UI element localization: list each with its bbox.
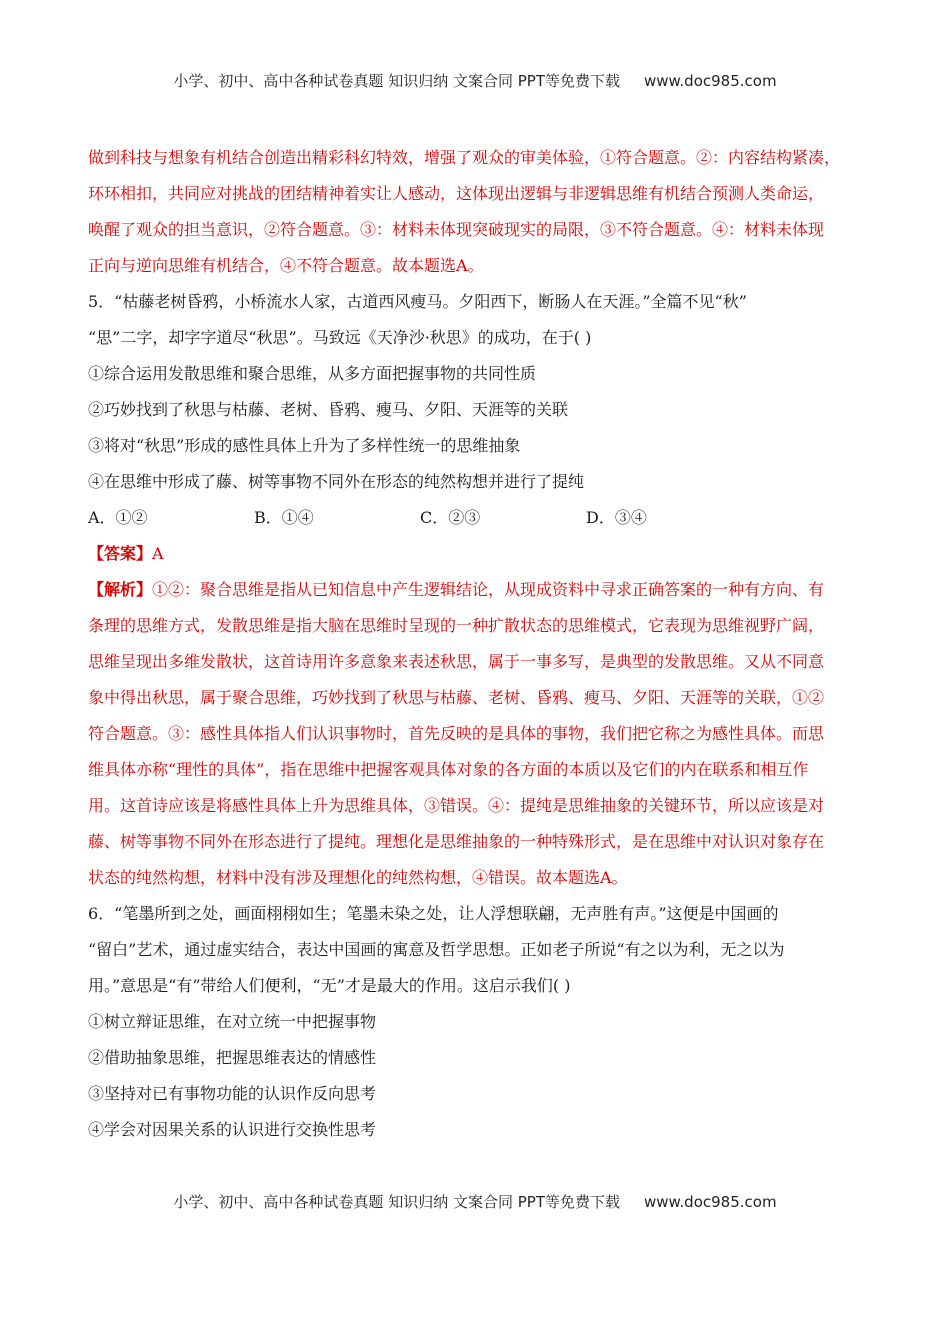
q5-option-c: C．②③	[420, 508, 481, 527]
page-footer	[0, 1191, 950, 1212]
q5-analysis-line: 状态的纯然构想，材料中没有涉及理想化的纯然构想，④错误。故本题选A。	[88, 868, 628, 887]
prev-analysis-line: 环环相扣，共同应对挑战的团结精神着实让人感动，这体现出逻辑与非逻辑思维有机结合预测人类命运，	[88, 184, 825, 203]
analysis-text: ①②：聚合思维是指从已知信息中产生逻辑结论，从现成资料中寻求正确答案的一种有方向、有	[152, 580, 825, 599]
q5-stem-line: 5．“枯藤老树昏鸦，小桥流水人家，古道西风瘦马。夕阳西下，断肠人在天涯。”全篇不见“秋”	[88, 292, 747, 311]
q6-item: ③坚持对已有事物功能的认识作反向思考	[88, 1084, 377, 1103]
q5-analysis-line: 象中得出秋思，属于聚合思维，巧妙找到了秋思与枯藤、老树、昏鸦、瘦马、夕阳、天涯等的关联，①②	[88, 688, 825, 707]
header-text: 小学、初中、高中各种试卷真题 知识归纳 文案合同 PPT等免费下载	[173, 72, 620, 90]
prev-analysis-line: 正向与逆向思维有机结合，④不符合题意。故本题选A。	[88, 256, 484, 275]
q5-item: ②巧妙找到了秋思与枯藤、老树、昏鸦、瘦马、夕阳、天涯等的关联	[88, 400, 569, 419]
q5-analysis-line: 条理的思维方式，发散思维是指大脑在思维时呈现的一种扩散状态的思维模式，它表现为思维视野广阔，	[88, 616, 825, 635]
prev-analysis-line: 做到科技与想象有机结合创造出精彩科幻特效，增强了观众的审美体验，①符合题意。②：内容结构紧凑，	[88, 148, 841, 167]
header-site-link[interactable]: www.doc985.com	[643, 72, 777, 90]
q5-option-a: A．①②	[88, 508, 148, 527]
page-header	[0, 70, 950, 91]
q5-option-b: B．①④	[254, 508, 314, 527]
q5-item: ③将对“秋思”形成的感性具体上升为了多样性统一的思维抽象	[88, 436, 521, 455]
q5-item: ①综合运用发散思维和聚合思维，从多方面把握事物的共同性质	[88, 364, 537, 383]
q5-analysis-line: 藤、树等事物不同外在形态进行了提纯。理想化是思维抽象的一种特殊形式，是在思维中对认识对象存在	[88, 832, 825, 851]
prev-analysis-line: 唤醒了观众的担当意识，②符合题意。③：材料未体现突破现实的局限，③不符合题意。④：材料未体现	[88, 220, 825, 239]
q5-analysis-line: 维具体亦称“理性的具体”，指在思维中把握客观具体对象的各方面的本质以及它们的内在联系和相互作	[88, 760, 809, 779]
q5-analysis-line: 符合题意。③：感性具体指人们认识事物时，首先反映的是具体的事物，我们把它称之为感性具体。而思	[88, 724, 825, 743]
q6-item: ④学会对因果关系的认识进行交换性思考	[88, 1120, 377, 1139]
q5-option-d: D．③④	[586, 508, 647, 527]
q5-stem-line: “思”二字，却字字道尽“秋思”。马致远《天净沙·秋思》的成功，在于( )	[88, 328, 592, 347]
q5-item: ④在思维中形成了藤、树等事物不同外在形态的纯然构想并进行了提纯	[88, 472, 585, 491]
q5-analysis-line: 用。这首诗应该是将感性具体上升为思维具体，③错误。④：提纯是思维抽象的关键环节，所以应该是对	[88, 796, 825, 815]
q6-stem-line: “留白”艺术，通过虚实结合，表达中国画的寓意及哲学思想。正如老子所说“有之以为利，无之以为	[88, 940, 785, 959]
document-body	[88, 140, 878, 1148]
analysis-label: 【解析】	[88, 580, 153, 599]
q6-item: ①树立辩证思维，在对立统一中把握事物	[88, 1012, 377, 1031]
answer-label: 【答案】	[88, 544, 153, 563]
footer-text: 小学、初中、高中各种试卷真题 知识归纳 文案合同 PPT等免费下载	[173, 1193, 620, 1211]
q5-options	[88, 500, 878, 536]
q6-stem-line: 用。”意思是“有”带给人们便利，“无”才是最大的作用。这启示我们( )	[88, 976, 571, 995]
footer-site-link[interactable]: www.doc985.com	[643, 1193, 777, 1211]
q5-analysis-line: 思维呈现出多维发散状，这首诗用许多意象来表述秋思，属于一事多写，是典型的发散思维。又从不同意	[88, 652, 825, 671]
q6-stem-line: 6．“笔墨所到之处，画面栩栩如生；笔墨未染之处，让人浮想联翩，无声胜有声。”这便是中国画的	[88, 904, 779, 923]
q6-item: ②借助抽象思维，把握思维表达的情感性	[88, 1048, 377, 1067]
answer-value: A	[152, 544, 164, 563]
q5-analysis-line	[88, 572, 878, 608]
q5-answer	[88, 536, 878, 572]
